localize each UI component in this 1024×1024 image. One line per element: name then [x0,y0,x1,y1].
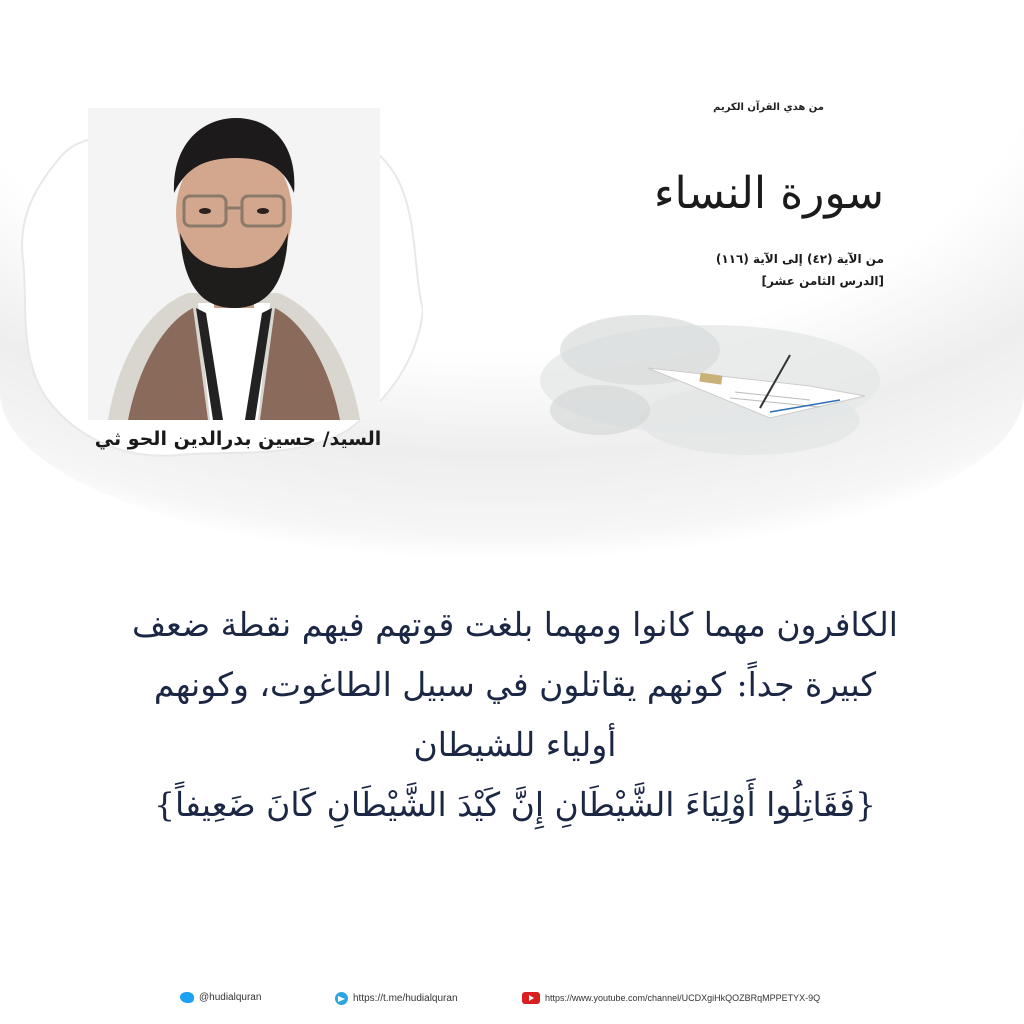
ink-wash-illustration [520,300,900,470]
social-footer [0,988,1024,1012]
surah-title: سورة النساء [653,168,884,219]
youtube-icon [522,992,540,1004]
quran-verse: {فَقَاتِلُوا أَوْلِيَاءَ الشَّيْطَانِ إِنَّ كَيْدَ الشَّيْطَانِ كَانَ ضَعِيفاً} [154,785,876,824]
lesson-label: [الدرس الثامن عشر] [761,274,884,288]
twitter-icon [180,992,194,1003]
quote-line: الكافرون مهما كانوا ومهما بلغت قوتهم فيهم نقطة ضعف [132,605,898,644]
ayah-range: من الآية (٤٢) إلى الآية (١١٦) [715,252,884,266]
telegram-icon [335,992,348,1005]
twitter-link[interactable] [180,992,261,1003]
quote-text [90,595,940,835]
series-label: من هدي القرآن الكريم [713,102,824,113]
telegram-link[interactable] [335,992,458,1005]
quote-line: أولياء للشيطان [413,725,617,764]
youtube-url: https://www.youtube.com/channel/UCDXgiHkQOZBRqMPPETYX-9Q [545,993,821,1003]
portrait-frame [18,100,423,460]
telegram-url: https://t.me/hudialquran [353,993,458,1004]
twitter-handle: @hudialquran [199,992,262,1003]
youtube-link[interactable] [522,992,820,1004]
quote-line: كبيرة جداً: كونهم يقاتلون في سبيل الطاغوت، وكونهم [153,665,877,704]
portrait-caption: السيد/ حسين بدرالدين الحو ثي [94,428,382,450]
portrait-image [88,108,380,420]
